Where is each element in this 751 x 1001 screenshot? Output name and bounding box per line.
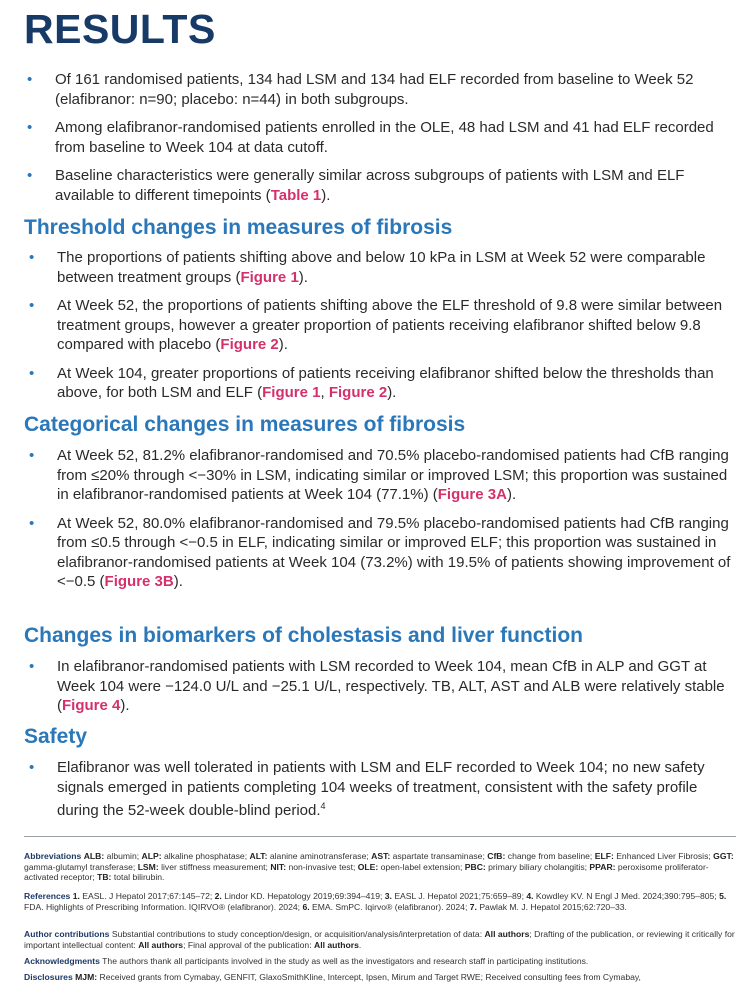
table-reference-link[interactable]: Table 1 [270,186,322,204]
bullet-icon: • [29,658,35,675]
bullet-icon: • [29,759,35,776]
section-heading-categorical: Categorical changes in measures of fibrosis [24,413,466,436]
threshold-bullet-list [29,248,737,403]
bullet-icon: • [29,364,35,382]
figure-reference-link[interactable]: Figure 1 [240,268,299,286]
list-item: • Of 161 randomised patients, 134 had LSM and 134 had ELF recorded from baseline to Week 52 (elafibranor: n=90; placebo: n=44) in both subgroups. [27,71,694,108]
bullet-icon: • [29,297,35,314]
list-item: • The proportions of patients shifting above and below 10 kPa in LSM at Week 52 were comparable between treatment groups (Figure 1). [29,249,706,286]
biomarkers-bullet-list [29,657,737,716]
section-heading-biomarkers: Changes in biomarkers of cholestasis and liver function [24,624,583,647]
figure-reference-link[interactable]: Figure 2 [220,336,279,353]
abbreviations-block: Abbreviations ALB: albumin; ALP: alkaline phosphatase; ALT: alanine aminotransferase; AST: aspartate transaminase; CfB: change from baseline; ELF: Enhanced Liver Fibrosis; GGT: gamma-glutamyl transferase; LSM: liver stiffness measurement; NIT: non-invasive test; OLE: open-label extension; PBC: primary biliary cholangitis; PPAR: peroxisome proliferator-activated receptor; TB: total bilirubin. [24,851,734,883]
list-item: • In elafibranor-randomised patients with LSM recorded to Week 104, mean CfB in ALP and GGT at Week 104 were −124.0 U/L and −25.1 U/L, respectively. TB, ALT, AST and ALB were relatively stable (Figure 4). [29,658,725,714]
disclosures-block: Disclosures MJM: Received grants from Cymabay, GENFIT, GlaxoSmithKline, Intercept, Ipsen, Mirum and Target RWE; Received consulting fees from Cymabay, [24,972,641,982]
footer-divider [24,836,736,837]
bullet-icon: • [27,71,33,88]
categorical-bullet-list [29,446,737,592]
list-item: • Elafibranor was well tolerated in patients with LSM and ELF recorded to Week 104; no new safety signals emerged in patients completing 104 weeks of treatment, consistent with the safety profile during the 52-week double-blind period.$^4$ [29,759,705,819]
figure-reference-link[interactable]: Figure 4 [62,697,121,714]
section-heading-safety: Safety [24,725,88,748]
figure-reference-link[interactable]: Figure 1 [262,384,321,401]
figure-reference-link[interactable]: Figure 3B [104,573,174,590]
bullet-icon: • [29,249,35,266]
references-block: References 1. EASL. J Hepatol 2017;67:145–72; 2. Lindor KD. Hepatology 2019;69:394–419; 3. EASL J. Hepatol 2021;75:659–89; 4. Kowdley KV. N Engl J Med. 2024;390:795–805; 5. FDA. Highlights of Prescribing Information. IQIRVO® (elafibranor). 2024; 6. EMA. SmPC. Iqirvo® (elafibranor). 2024; 7. Pawlak M. J. Hepatol 2015;62:720–33. [24,891,727,912]
bullet-icon: • [29,514,35,532]
list-item: • Baseline characteristics were generally similar across subgroups of patients with LSM and ELF available to different timepoints (Table 1). [27,167,685,204]
list-item: • At Week 52, 81.2% elafibranor-randomised and 70.5% placebo-randomised patients had CfB ranging from ≤20% through <−30% in LSM, indicating similar or improved LSM; this proportion was sustained in elafibranor-randomised patients at Week 104 (77.1%) (Figure 3A). [29,447,729,503]
intro-bullet-list [27,70,735,205]
author-contributions-block: Author contributions Substantial contributions to study conception/design, or acquisition/analysis/interpretation of data: All authors; Drafting of the publication, or reviewing it critically for important intellectual content: All authors; Final approval of the publication: All authors. [24,929,735,950]
acknowledgments-block: Acknowledgments The authors thank all participants involved in the study as well as the investigators and research staff in participating institutions. [24,956,589,966]
bullet-icon: • [29,447,35,464]
bullet-icon: • [27,167,33,184]
bullet-icon: • [27,119,33,136]
list-item: • At Week 52, 80.0% elafibranor-randomised and 79.5% placebo-randomised patients had CfB ranging from ≤0.5 through <−0.5 in ELF, indicating similar or improved ELF; this proportion was sustained in elafibranor-randomised patients at Week 104 (73.2%) with 19.5% of patients showing improvement of <−0.5 (Figure 3B). [29,514,731,590]
page-title: RESULTS [24,6,216,52]
list-item: • At Week 104, greater proportions of patients receiving elafibranor shifted below the thresholds than above, for both LSM and ELF (Figure 1, Figure 2). [29,364,714,401]
section-heading-threshold: Threshold changes in measures of fibrosis [24,216,453,239]
list-item: • Among elafibranor-randomised patients enrolled in the OLE, 48 had LSM and 41 had ELF recorded from baseline to Week 104 at data cutoff. [27,119,714,156]
figure-reference-link[interactable]: Figure 2 [328,384,388,401]
safety-bullet-list [29,758,737,821]
list-item: • At Week 52, the proportions of patients shifting above the ELF threshold of 9.8 were similar between treatment groups, however a greater proportion of patients receiving elafibranor shifted below 9.8 compared with placebo (Figure 2). [29,297,723,353]
figure-reference-link[interactable]: Figure 3A [437,486,507,503]
